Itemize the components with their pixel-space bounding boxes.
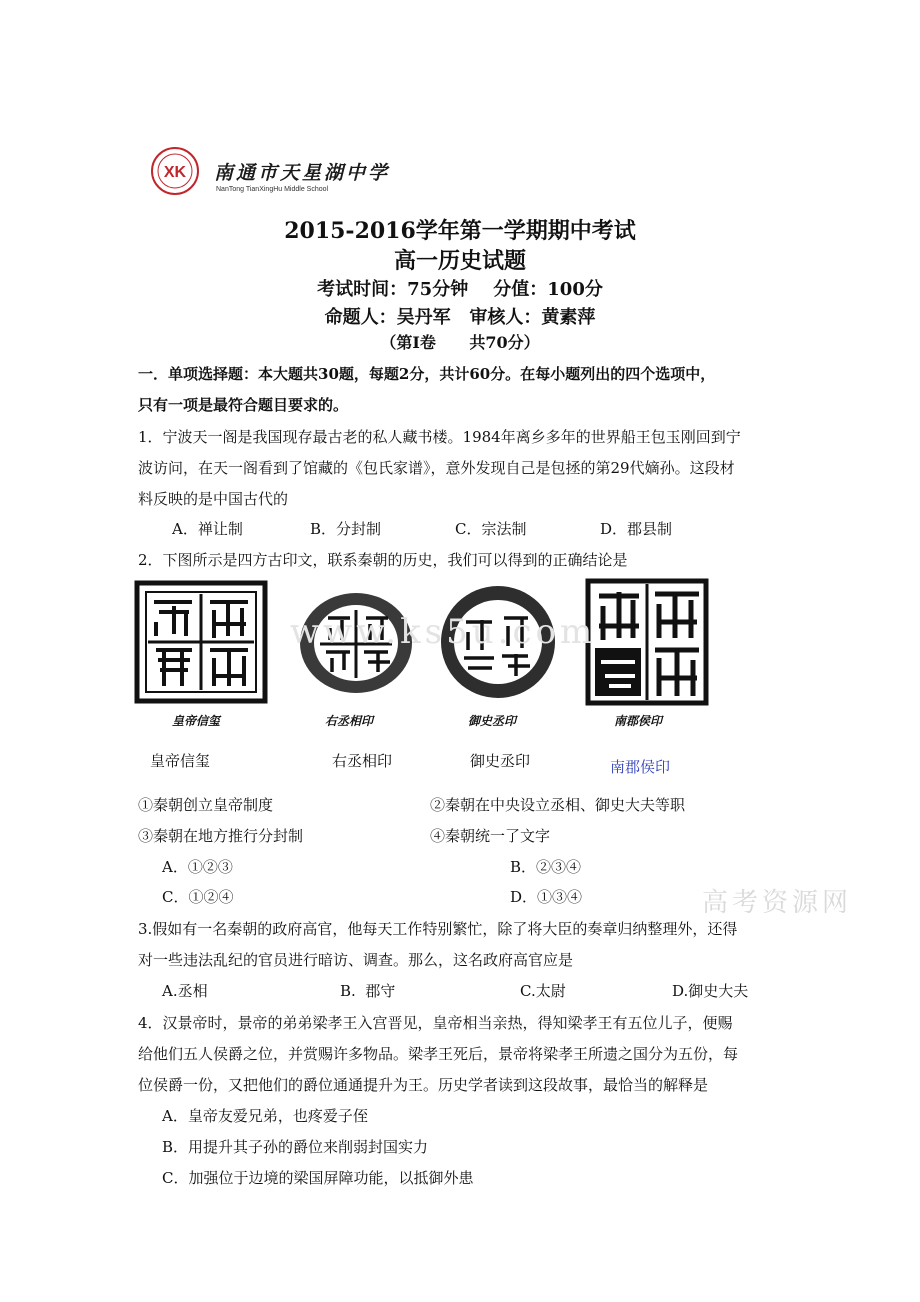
school-name-en: NanTong TianXingHu Middle School <box>216 186 329 193</box>
seal-caption-4: 南郡侯印 <box>610 758 671 776</box>
watermark-url: www.ks5u.com <box>290 612 597 652</box>
q3-line1: 3.假如有一名秦朝的政府高官，他每天工作特别繁忙，除了将大臣的奏章归纳整理外，还得 <box>138 920 738 938</box>
q2-statement-2: ②秦朝在中央设立丞相、御史大夫等职 <box>430 796 686 814</box>
seal-label-1: 皇帝信玺 <box>172 714 221 728</box>
q2-option-d: D．①③④ <box>510 888 583 906</box>
q3-option-c: C.太尉 <box>520 982 566 1000</box>
seal-caption-2: 右丞相印 <box>332 752 393 770</box>
subject-title: 高一历史试题 <box>393 248 526 274</box>
section-header-line1: 一．单项选择题：本大题共30题，每题2分，共计60分。在每小题列出的四个选项中， <box>138 365 716 383</box>
q4-line3: 位侯爵一份，又把他们的爵位通通提升为王。历史学者读到这段故事，最恰当的解释是 <box>138 1076 709 1094</box>
exam-title: 2015-2016学年第一学期期中考试 <box>284 218 636 244</box>
school-name: 南通市天星湖中学 <box>214 162 391 184</box>
part-label: （第Ⅰ卷 共70分） <box>380 333 540 352</box>
seal-image-1 <box>134 580 254 700</box>
q3-line2: 对一些违法乱纪的官员进行暗访、调查。那么，这名政府高官应是 <box>138 951 574 969</box>
school-emblem-icon <box>150 146 200 196</box>
q2-option-c: C．①②④ <box>162 888 234 906</box>
q2-option-b: B．②③④ <box>510 858 582 876</box>
q4-option-b: B．用提升其子孙的爵位来削弱封国实力 <box>162 1138 429 1156</box>
q3-option-a: A.丞相 <box>162 982 208 1000</box>
q2-statement-3: ③秦朝在地方推行分封制 <box>138 827 304 845</box>
exam-authors: 命题人：吴丹军 审核人：黄素萍 <box>324 307 596 328</box>
q3-option-b: B. 郡守 <box>340 982 396 1000</box>
q2-statement-1: ①秦朝创立皇帝制度 <box>138 796 274 814</box>
q1-line2: 波访问，在天一阁看到了馆藏的《包氏家谱》，意外发现自己是包拯的第29代嫡孙。这段材 <box>138 459 735 477</box>
seal-label-3: 御史丞印 <box>468 714 517 728</box>
school-logo <box>150 146 200 196</box>
q4-line1: 4．汉景帝时，景帝的弟弟梁孝王入宫晋见，皇帝相当亲热，得知梁孝王有五位儿子，便赐 <box>138 1014 733 1032</box>
watermark-site: 高考资源网 <box>702 888 853 918</box>
q1-option-c: C．宗法制 <box>455 520 527 538</box>
q2-stem: 2．下图所示是四方古印文，联系秦朝的历史，我们可以得到的正确结论是 <box>138 551 628 569</box>
seal-caption-1: 皇帝信玺 <box>150 752 211 770</box>
seal-image-4 <box>585 578 705 698</box>
section-header-line2: 只有一项是最符合题目要求的。 <box>138 396 349 414</box>
seal-caption-3: 御史丞印 <box>470 752 531 770</box>
q1-option-a: A．禅让制 <box>172 520 243 538</box>
q1-option-b: B．分封制 <box>310 520 382 538</box>
seal-label-2: 右丞相印 <box>325 714 374 728</box>
q1-option-d: D．郡县制 <box>600 520 673 538</box>
q4-line2: 给他们五人侯爵之位，并赏赐许多物品。梁孝王死后，景帝将梁孝王所遗之国分为五份，每 <box>138 1045 739 1063</box>
exam-time-score: 考试时间：75分钟 分值：100分 <box>317 279 603 300</box>
seal-label-4: 南郡侯印 <box>614 714 663 728</box>
q2-option-a: A．①②③ <box>162 858 233 876</box>
q4-option-a: A．皇帝友爱兄弟，也疼爱子侄 <box>162 1107 368 1125</box>
q3-option-d: D.御史大夫 <box>672 982 749 1000</box>
q4-option-c: C．加强位于边境的梁国屏障功能，以抵御外患 <box>162 1169 474 1187</box>
svg-text:XK: XK <box>163 164 187 181</box>
q1-line1: 1．宁波天一阁是我国现存最古老的私人藏书楼。1984年离乡多年的世界船王包玉刚回到宁 <box>138 428 741 446</box>
q1-line3: 料反映的是中国古代的 <box>138 490 289 508</box>
q2-statement-4: ④秦朝统一了文字 <box>430 827 551 845</box>
